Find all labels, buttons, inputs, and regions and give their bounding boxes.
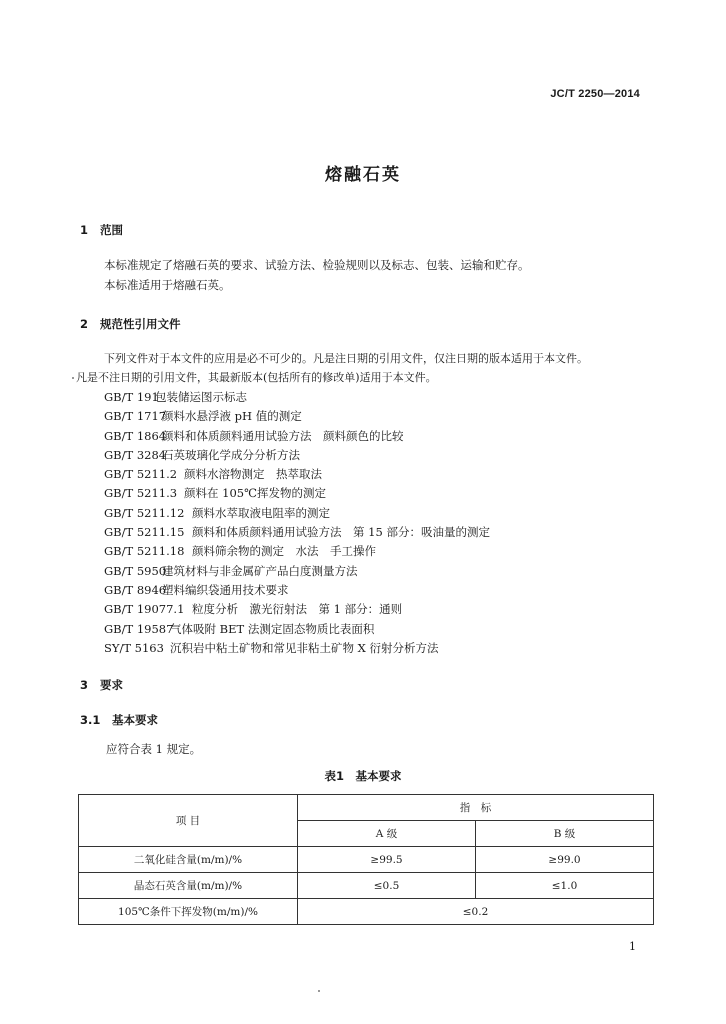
reference-item [104, 542, 490, 561]
section-1-number: 1 [80, 223, 89, 237]
row-item: 晶态石英含量(m/m)/% [79, 873, 298, 899]
table-row [79, 847, 654, 873]
reference-title: 颜料水溶物测定 热萃取法 [184, 467, 322, 482]
reference-title: 颜料筛余物的测定 水法 手工操作 [192, 544, 376, 559]
reference-item [104, 562, 490, 581]
reference-title: 颜料在 105℃挥发物的测定 [184, 486, 326, 501]
reference-code: GB/T 191 [104, 390, 159, 404]
section-3-heading [80, 677, 123, 693]
scan-speck [72, 377, 74, 379]
header-indicator: 指 标 [298, 795, 654, 821]
table-1-caption: 表1 基本要求 [324, 769, 402, 783]
section-3-1-text: 应符合表 1 规定。 [106, 742, 202, 756]
reference-item [104, 446, 490, 465]
reference-code: GB/T 5211.3 [104, 486, 178, 501]
reference-title: 颜料水悬浮液 pH 值的测定 [162, 409, 302, 424]
reference-code: GB/T 19077.1 [104, 602, 185, 617]
reference-code: GB/T 3284 [104, 447, 167, 462]
reference-title: 建筑材料与非金属矿产品白度测量方法 [162, 563, 358, 578]
reference-item [104, 639, 490, 658]
section-2-intro-line-2: 凡是不注日期的引用文件，其最新版本(包括所有的修改单)适用于本文件。 [76, 371, 437, 384]
reference-code: SY/T 5163 [104, 640, 164, 655]
reference-item [104, 581, 490, 600]
header-grade-b: B 级 [476, 821, 654, 847]
row-grade-a: ≤0.5 [298, 873, 476, 899]
section-3-1-title: 基本要求 [112, 713, 158, 727]
section-3-title: 要求 [100, 678, 123, 692]
section-1-paragraph-2: 本标准适用于熔融石英。 [104, 278, 231, 292]
section-3-1-number: 3.1 [80, 713, 101, 727]
section-2-intro-line-1: 下列文件对于本文件的应用是必不可少的。凡是注日期的引用文件，仅注日期的版本适用于本文件。 [104, 352, 588, 365]
reference-item [104, 523, 490, 542]
reference-code: GB/T 5211.12 [104, 505, 185, 520]
section-3-1-heading [80, 712, 158, 728]
reference-title: 粒度分析 激光衍射法 第 1 部分：通则 [192, 602, 403, 617]
reference-code: GB/T 5211.18 [104, 544, 185, 559]
reference-item [104, 504, 490, 523]
document-title: 熔融石英 [325, 165, 401, 185]
section-2-title: 规范性引用文件 [100, 317, 181, 331]
standard-code: JC/T 2250—2014 [550, 88, 640, 100]
row-merged-value: ≤0.2 [298, 899, 654, 925]
page-number: 1 [629, 940, 636, 953]
reference-title: 沉积岩中粘土矿物和常见非粘土矿物 X 衍射分析方法 [170, 640, 439, 655]
section-1-heading [80, 222, 123, 238]
section-1-paragraph-1: 本标准规定了熔融石英的要求、试验方法、检验规则以及标志、包装、运输和贮存。 [104, 258, 530, 272]
row-grade-b: ≥99.0 [476, 847, 654, 873]
reference-title: 石英玻璃化学成分分析方法 [162, 447, 300, 462]
reference-title: 颜料和体质颜料通用试验方法 颜料颜色的比较 [162, 428, 404, 443]
reference-code: GB/T 1717 [104, 409, 167, 424]
header-item: 项 目 [79, 795, 298, 847]
row-grade-b: ≤1.0 [476, 873, 654, 899]
header-grade-a: A 级 [298, 821, 476, 847]
table-row [79, 873, 654, 899]
section-2-number: 2 [80, 317, 89, 331]
reference-title: 塑料编织袋通用技术要求 [162, 582, 289, 597]
reference-item [104, 600, 490, 619]
reference-code: GB/T 5211.2 [104, 467, 178, 482]
reference-code: GB/T 8946 [104, 582, 167, 597]
table-header-row [79, 795, 654, 821]
reference-code: GB/T 1864 [104, 428, 167, 443]
reference-item [104, 427, 490, 446]
reference-item [104, 465, 490, 484]
section-1-title: 范围 [100, 223, 123, 237]
reference-title: 气体吸附 BET 法测定固态物质比表面积 [170, 621, 375, 636]
reference-code: GB/T 5211.15 [104, 525, 185, 540]
table-row [79, 899, 654, 925]
reference-item [104, 407, 490, 426]
reference-title: 包装储运图示标志 [155, 390, 247, 404]
row-grade-a: ≥99.5 [298, 847, 476, 873]
reference-item [104, 484, 490, 503]
scan-speck [318, 990, 320, 992]
reference-title: 颜料水萃取液电阻率的测定 [192, 505, 330, 520]
section-2-heading [80, 316, 181, 332]
section-3-number: 3 [80, 678, 89, 692]
row-item: 105℃条件下挥发物(m/m)/% [79, 899, 298, 925]
reference-code: GB/T 19587 [104, 621, 174, 636]
reference-item [104, 620, 490, 639]
requirements-table [78, 794, 654, 925]
reference-list [104, 388, 490, 658]
row-item: 二氧化硅含量(m/m)/% [79, 847, 298, 873]
reference-item [104, 388, 490, 407]
reference-code: GB/T 5950 [104, 563, 167, 578]
reference-title: 颜料和体质颜料通用试验方法 第 15 部分：吸油量的测定 [192, 525, 490, 540]
